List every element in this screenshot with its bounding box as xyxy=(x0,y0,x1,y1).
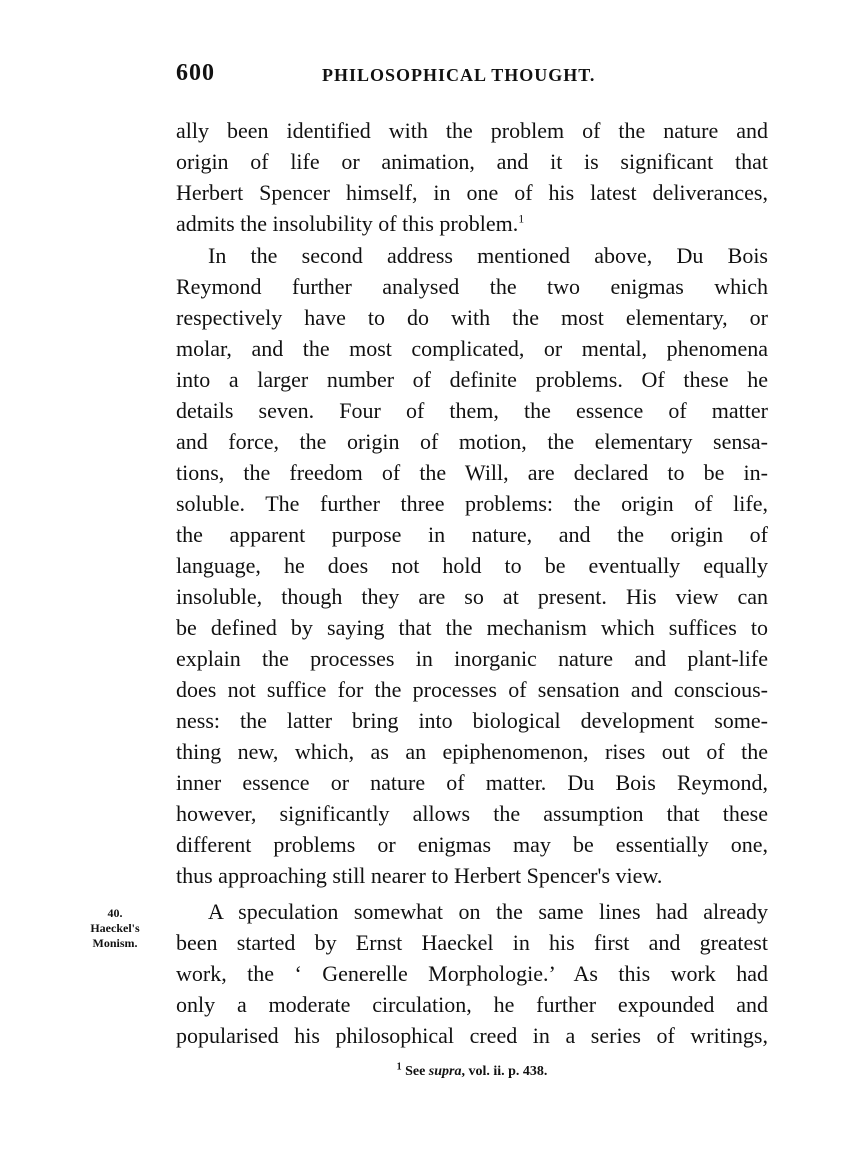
paragraph-2-line-20: different problems or enigmas may be essentially one, xyxy=(176,832,768,857)
paragraph-2-line-11: language, he does not hold to be eventually equally xyxy=(176,553,768,578)
paragraph-2-line-8: tions, the freedom of the Will, are declared to be in- xyxy=(176,460,768,485)
paragraph-2-line-10: the apparent purpose in nature, and the origin of xyxy=(176,522,768,547)
page-header xyxy=(176,60,770,92)
paragraph-1-line-4 xyxy=(176,209,768,239)
paragraph-2-line-9: soluble. The further three problems: the origin of life, xyxy=(176,491,768,516)
running-head: PHILOSOPHICAL THOUGHT. xyxy=(322,65,596,85)
paragraph-2-line-16: ness: the latter bring into biological development some- xyxy=(176,708,768,733)
paragraph-2-line-5: into a larger number of definite problems. Of these he xyxy=(176,367,768,392)
paragraph-1-line-4-text: admits the insolubility of this problem. xyxy=(176,211,519,236)
paragraph-1-line-1: ally been identified with the problem of the nature and xyxy=(176,118,768,143)
paragraph-3-line-2: been started by Ernst Haeckel in his first and greatest xyxy=(176,930,768,955)
paragraph-3-line-1: A speculation somewhat on the same lines had already xyxy=(208,899,768,924)
footnote-text-before: See xyxy=(405,1064,429,1079)
paragraph-2-line-17: thing new, which, as an epiphenomenon, rises out of the xyxy=(176,739,768,764)
paragraph-2-line-19: however, significantly allows the assumption that these xyxy=(176,801,768,826)
paragraph-2-line-6: details seven. Four of them, the essence of matter xyxy=(176,398,768,423)
paragraph-2-line-15: does not suffice for the processes of sensation and conscious- xyxy=(176,677,768,702)
marginal-note-line-2: Monism. xyxy=(92,936,138,950)
footnote-italic-text: supra xyxy=(428,1064,462,1079)
paragraph-2-line-4: molar, and the most complicated, or mental, phenomena xyxy=(176,336,768,361)
paragraph-2-line-18: inner essence or nature of matter. Du Bois Reymond, xyxy=(176,770,768,795)
paragraph-2-line-14: explain the processes in inorganic nature and plant-life xyxy=(176,646,768,671)
marginal-note-line-1: Haeckel's xyxy=(90,921,140,935)
page-number: 600 xyxy=(176,60,215,86)
marginal-note xyxy=(70,906,160,951)
paragraph-3-line-3: work, the ‘ Generelle Morphologie.’ As this work had xyxy=(176,961,768,986)
footnote xyxy=(176,1063,768,1081)
paragraph-3-line-4: only a moderate circulation, he further expounded and xyxy=(176,992,768,1017)
paragraph-2-line-7: and force, the origin of motion, the elementary sensa- xyxy=(176,429,768,454)
paragraph-2-line-12: insoluble, though they are so at present. His view can xyxy=(176,584,768,609)
paragraph-1-line-3: Herbert Spencer himself, in one of his latest deliverances, xyxy=(176,180,768,205)
paragraph-3-line-5: popularised his philosophical creed in a series of writings, xyxy=(176,1023,768,1048)
paragraph-1-line-2: origin of life or animation, and it is significant that xyxy=(176,149,768,174)
footnote-text-after: , vol. ii. p. 438. xyxy=(461,1064,548,1079)
paragraph-2-line-1: In the second address mentioned above, Du Bois xyxy=(208,243,768,268)
footnote-marker: 1 xyxy=(396,1061,402,1073)
paragraph-2-line-13: be defined by saying that the mechanism which suffices to xyxy=(176,615,768,640)
paragraph-2-line-3: respectively have to do with the most elementary, or xyxy=(176,305,768,330)
paragraph-2-line-21: thus approaching still nearer to Herbert Spencer's view. xyxy=(176,863,663,888)
paragraph-2-line-2: Reymond further analysed the two enigmas which xyxy=(176,274,768,299)
marginal-note-number: 40. xyxy=(107,906,123,920)
footnote-reference: 1 xyxy=(518,211,525,226)
